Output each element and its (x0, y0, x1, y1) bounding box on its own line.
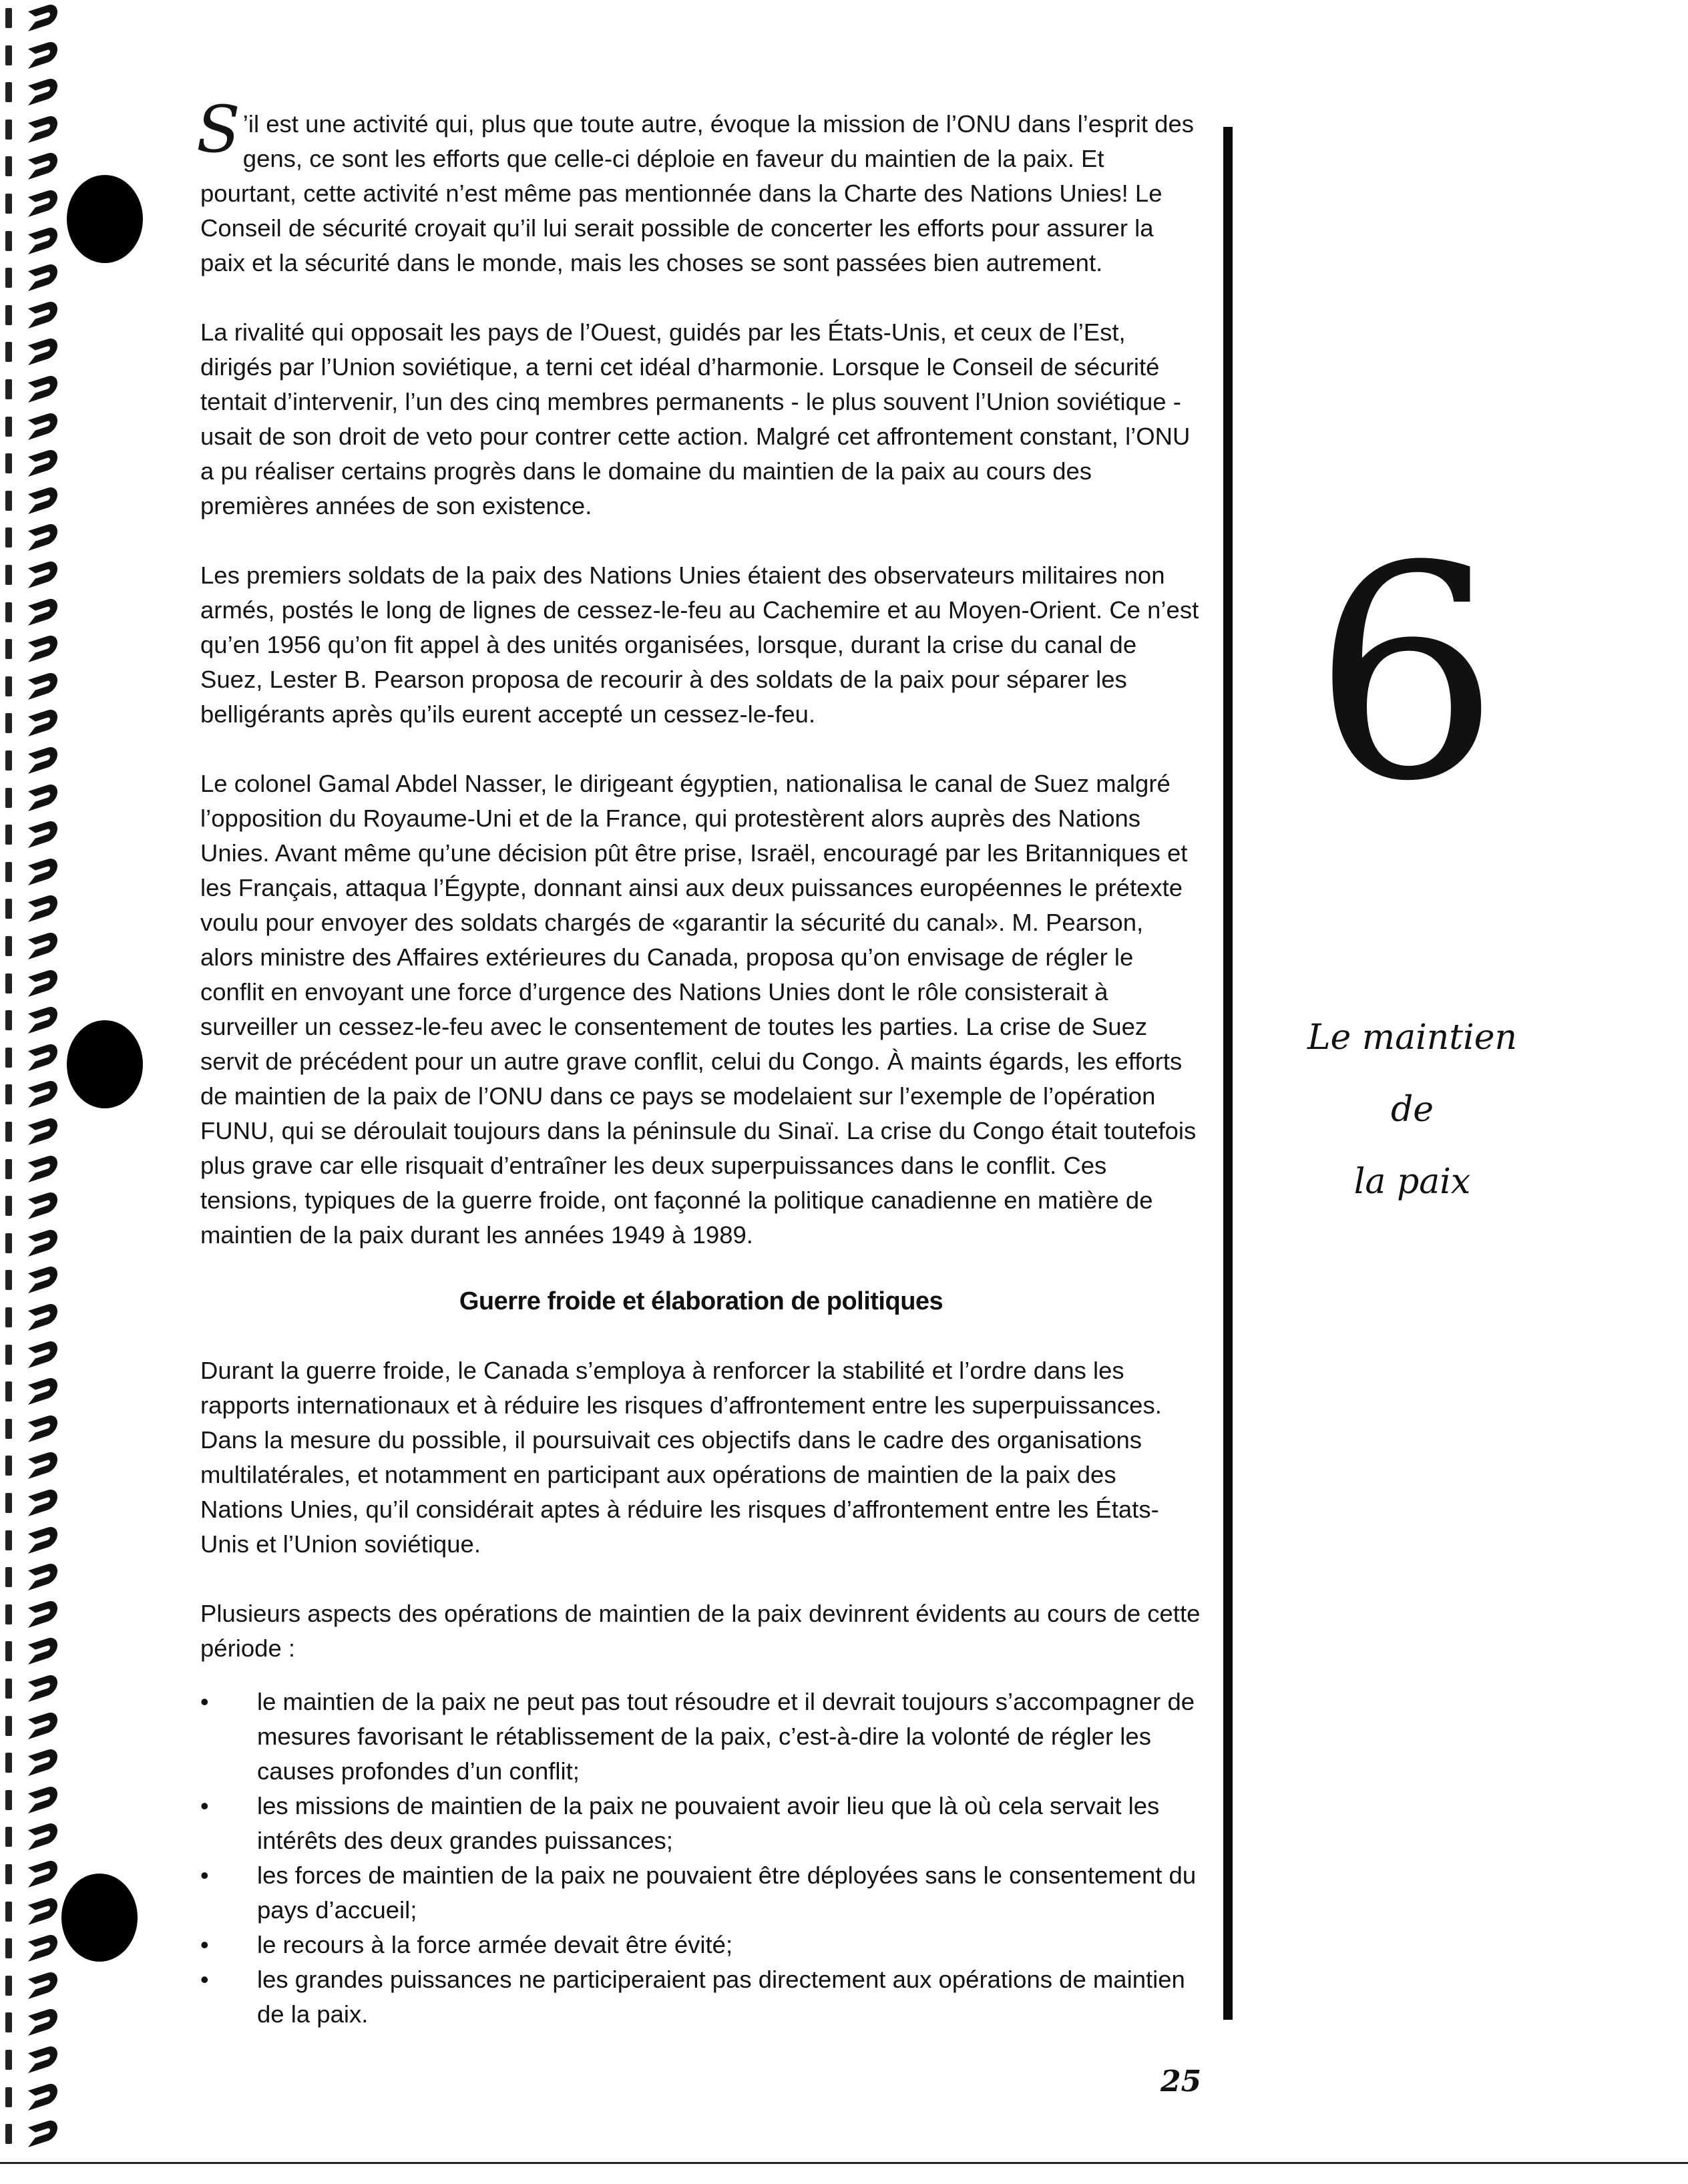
spiral-coil (1, 1231, 65, 1255)
spiral-coil (1, 710, 65, 734)
spiral-coil (1, 451, 65, 475)
spiral-coil (1, 2047, 65, 2071)
spiral-coil (1, 1379, 65, 1403)
spiral-coil (1, 1193, 65, 1217)
list-item: • le maintien de la paix ne peut pas tout résoudre et il devrait toujours s’accompagner de mesures favorisant le rétablissement de la paix, c’est-à-dire la volonté de régler les causes profondes d’un conflit; (200, 1685, 1202, 1789)
spiral-coil (1, 377, 65, 401)
spiral-coil (1, 1528, 65, 1552)
spiral-coil (1, 1750, 65, 1774)
spiral-coil (1, 414, 65, 438)
spiral-coil (1, 1973, 65, 1997)
vertical-rule (1223, 127, 1233, 2020)
bullet-list (200, 1685, 1202, 2032)
main-text-column (196, 92, 1202, 2032)
page-number: 25 (1160, 2064, 1202, 2099)
list-item: • les missions de maintien de la paix ne pouvaient avoir lieu que là où cela servait les intérêts des deux grandes puissances; (200, 1789, 1202, 1858)
paragraph-1 (196, 92, 1202, 280)
paragraph-4: Le colonel Gamal Abdel Nasser, le dirigeant égyptien, nationalisa le canal de Suez malgré l’opposition du Royaume-Uni et de la France, qui protestèrent alors auprès des Nations Unies. Avant même qu’une décision pût être prise, Israël, encouragé par les Britanniques et les Français, attaqua l’Égypte, donnant ainsi aux deux puissances européennes le prétexte voulu pour envoyer des soldats chargés de «garantir la sécurité du canal». M. Pearson, alors ministre des Affaires extérieures du Canada, proposa qu’on envisage de régler le conflit en envoyant une force d’urgence des Nations Unies dont le rôle consisterait à surveiller un cessez-le-feu avec le consentement de toutes les parties. La crise de Suez servit de précédent pour un autre grave conflit, celui du Congo. À maints égards, les efforts de maintien de la paix de l’ONU dans ce pays se modelaient sur l’exemple de l’opération FUNU, qui se déroulait toujours dans la péninsule du Sinaï. La crise du Congo était toutefois plus grave car elle risquait d’entraîner les deux superpuissances dans le conflit. Ces tensions, typiques de la guerre froide, ont façonné la politique canadienne en matière de maintien de la paix durant les années 1949 à 1989. (200, 770, 1197, 1249)
spiral-coil (1, 600, 65, 624)
paragraph-5: Durant la guerre froide, le Canada s’employa à renforcer la stabilité et l’ordre dans les rapports internationaux et à réduire les risques d’affrontement entre les superpuissances. Dans la mesure du possible, il poursuivait ces objectifs dans le cadre des organisations multilatérales, et notamment en participant aux opérations de maintien de la paix des Nations Unies, qu’il considérait aptes à réduire les risques d’affrontement entre les États-Unis et l’Union soviétique. (200, 1357, 1162, 1558)
paragraph-2: La rivalité qui opposait les pays de l’Ouest, guidés par les États-Unis, et ceux de l’Est, dirigés par l’Union soviétique, a terni cet idéal d’harmonie. Lorsque le Conseil de sécurité tentait d’intervenir, l’un des cinq membres permanents - le plus souvent l’Union soviétique - usait de son droit de veto pour contrer cette action. Malgré cet affrontement constant, l’ONU a pu réaliser certains progrès dans le domaine du maintien de la paix au cours des premières années de son existence. (200, 318, 1191, 519)
bottom-edge-line (0, 2162, 1688, 2164)
chapter-title-line-2: de (1390, 1090, 1434, 1130)
spiral-coil (1, 228, 65, 252)
drop-cap: S (196, 92, 240, 167)
spiral-coil (1, 1156, 65, 1180)
spiral-coil (1, 191, 65, 215)
spiral-coil (1, 1305, 65, 1329)
spiral-coil (1, 43, 65, 67)
bullet-marker: • (200, 1966, 209, 1993)
chapter-title-line-1: Le maintien (1307, 1018, 1518, 1058)
spiral-coil (1, 748, 65, 772)
spiral-coil (1, 154, 65, 178)
section-heading: Guerre froide et élaboration de politiques (459, 1287, 943, 1315)
spiral-binding (0, 0, 80, 2184)
spiral-coil (1, 265, 65, 289)
spiral-coil (1, 1936, 65, 1960)
bullet-marker: • (200, 1792, 209, 1819)
bullet-marker: • (200, 1862, 209, 1889)
spiral-coil (1, 117, 65, 141)
spiral-coil (1, 1045, 65, 1069)
chapter-title (1272, 1002, 1552, 1218)
spiral-coil (1, 1342, 65, 1366)
chapter-number: 6 (1313, 503, 1500, 845)
spiral-coil (1, 971, 65, 995)
punch-hole-middle (67, 1020, 143, 1108)
spiral-coil (1, 1267, 65, 1291)
spiral-coil (1, 1824, 65, 1848)
bullet-marker: • (200, 1931, 209, 1958)
chapter-title-line-3: la paix (1353, 1162, 1471, 1202)
spiral-coil (1, 822, 65, 846)
punch-hole-top (67, 175, 143, 263)
spiral-coil (1, 636, 65, 660)
paragraph-3: Les premiers soldats de la paix des Nations Unies étaient des observateurs militaires non armés, postés le long de lignes de cessez-le-feu au Cachemire et au Moyen-Orient. Ce n’est qu’en 1956 qu’on fit appel à des unités organisées, lorsque, durant la crise du canal de Suez, Lester B. Pearson proposa de recourir à des soldats de la paix pour séparer les belligérants après qu’ils eurent accepté un cessez-le-feu. (200, 562, 1199, 728)
spiral-coil (1, 525, 65, 549)
spiral-coil (1, 1490, 65, 1514)
spiral-coil (1, 488, 65, 512)
punch-hole-bottom (61, 1874, 138, 1962)
spiral-coil (1, 1713, 65, 1737)
paragraph-6: Plusieurs aspects des opérations de maintien de la paix devinrent évidents au cours de cette période : (200, 1600, 1201, 1662)
spiral-coil (1, 1676, 65, 1700)
spiral-coil (1, 896, 65, 920)
spiral-coil (1, 339, 65, 363)
spiral-coil (1, 1008, 65, 1032)
spiral-coil (1, 785, 65, 809)
spiral-coil (1, 2121, 65, 2145)
spiral-coil (1, 1862, 65, 1886)
spiral-coil (1, 1639, 65, 1663)
spiral-coil (1, 5, 65, 29)
list-item: • les grandes puissances ne participeraient pas directement aux opérations de maintien de la paix. (200, 1962, 1202, 2032)
spiral-coil (1, 2010, 65, 2034)
spiral-coil (1, 859, 65, 883)
paragraph-1-text: ’il est une activité qui, plus que toute autre, évoque la mission de l’ONU dans l’esprit des gens, ce sont les efforts que celle-ci déploie en faveur du maintien de la paix. Et pourtant, cette activité n’est même pas mentionnée dans la Charte des Nations Unies! Le Conseil de sécurité croyait qu’il lui serait possible de concerter les efforts pour assurer la paix et la sécurité dans le monde, mais les choses se sont passées bien autrement. (200, 110, 1195, 276)
list-item: • le recours à la force armée devait être évité; (200, 1928, 1202, 1962)
spiral-coil (1, 562, 65, 586)
spiral-coil (1, 1082, 65, 1106)
spiral-coil (1, 1787, 65, 1811)
spiral-coil (1, 1564, 65, 1588)
bullet-marker: • (200, 1688, 209, 1715)
list-item: • les forces de maintien de la paix ne pouvaient être déployées sans le consentement du pays d’accueil; (200, 1858, 1202, 1928)
spiral-coil (1, 302, 65, 326)
spiral-coil (1, 1119, 65, 1143)
spiral-coil (1, 674, 65, 698)
spiral-coil (1, 1602, 65, 1626)
spiral-coil (1, 79, 65, 103)
spiral-coil (1, 933, 65, 957)
spiral-coil (1, 1416, 65, 1440)
spiral-coil (1, 1453, 65, 1477)
spiral-coil (1, 1899, 65, 1923)
spiral-coil (1, 2085, 65, 2109)
